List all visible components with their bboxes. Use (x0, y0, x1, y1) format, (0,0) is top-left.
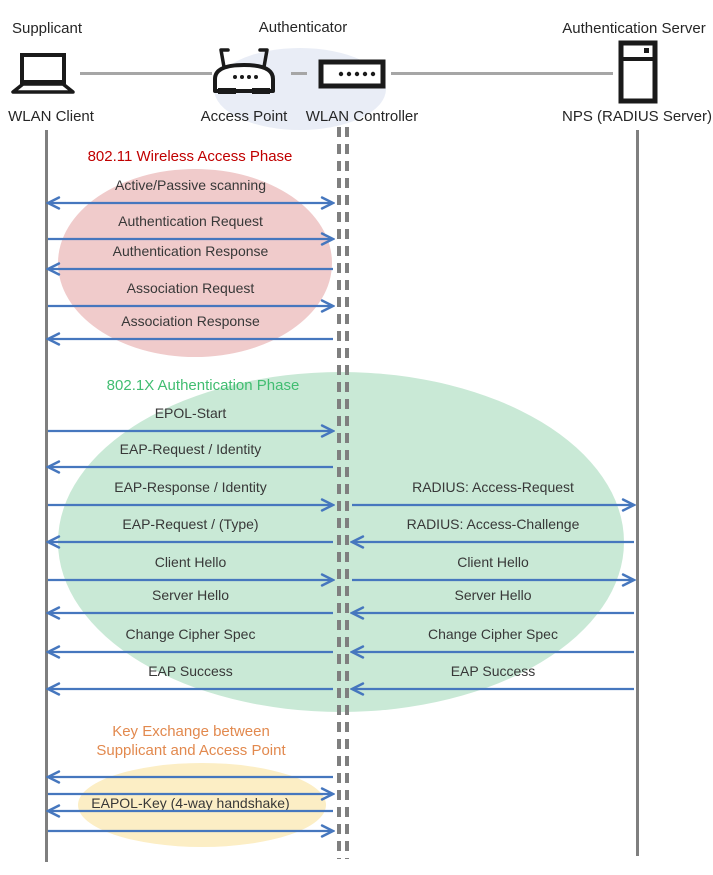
access-point-label: Access Point (200, 108, 288, 125)
message-label: EAP Success (148, 663, 233, 679)
message-eap-request-identity (46, 441, 335, 475)
auth-server-role-label: Authentication Server (562, 20, 706, 37)
message-eap-success (350, 663, 636, 697)
arrow-left (46, 331, 335, 347)
message-radius-access-request (350, 479, 636, 513)
arrow-both (46, 195, 335, 211)
supplicant-role-label: Supplicant (11, 20, 83, 37)
message-epol-start (46, 405, 335, 439)
arrow-right (46, 298, 335, 314)
arrow-right (350, 497, 636, 513)
authenticator-role-label: Authenticator (258, 19, 348, 36)
wlan-client-label: WLAN Client (8, 108, 94, 125)
message-label: EAP Success (450, 663, 536, 679)
message-eap-success (46, 663, 335, 697)
arrow-left (350, 644, 636, 660)
message-label: Active/Passive scanning (115, 177, 266, 193)
wlan-controller-label: WLAN Controller (305, 108, 419, 125)
arrow-left (46, 261, 335, 277)
nps-label: NPS (RADIUS Server) (561, 108, 713, 125)
message-label: Change Cipher Spec (125, 626, 256, 642)
phase3-title-line2: Supplicant and Access Point (96, 742, 286, 759)
message-label: EPOL-Start (154, 405, 227, 421)
message-label: Client Hello (154, 554, 227, 570)
message-label: Change Cipher Spec (428, 626, 558, 642)
message-eap-request-type (46, 516, 335, 550)
message-label: Authentication Response (112, 243, 269, 259)
arrow-left (46, 803, 335, 819)
arrow-right (350, 572, 636, 588)
arrow-right (46, 823, 335, 839)
message-label: Authentication Request (118, 213, 263, 229)
connector-client-ap (80, 72, 212, 75)
handshake-arrow (46, 769, 335, 785)
message-radius-access-challenge (350, 516, 636, 550)
message-server-hello (350, 587, 636, 621)
phase3-title (53, 722, 329, 760)
message-association-response (46, 313, 335, 347)
connector-controller-server (391, 72, 613, 75)
controller-lifeline-right (345, 127, 349, 859)
message-server-hello (46, 587, 335, 621)
arrow-right (46, 423, 335, 439)
message-change-cipher-spec (350, 626, 636, 660)
message-authentication-response (46, 243, 335, 277)
message-label: Server Hello (454, 587, 532, 603)
message-change-cipher-spec (46, 626, 335, 660)
message-client-hello (350, 554, 636, 588)
message-authentication-request (46, 213, 335, 247)
message-label: RADIUS: Access-Challenge (406, 516, 580, 532)
arrow-left (46, 769, 335, 785)
handshake-arrow (46, 803, 335, 819)
message-label: EAP-Request / (Type) (122, 516, 259, 532)
phase2-title: 802.1X Authentication Phase (106, 377, 300, 394)
eapol-key-label: EAPOL-Key (4-way handshake) (91, 795, 290, 811)
connector-ap-controller (291, 72, 307, 75)
arrow-left (350, 534, 636, 550)
message-eap-response-identity (46, 479, 335, 513)
arrow-left (46, 459, 335, 475)
arrow-left (46, 681, 335, 697)
message-association-request (46, 280, 335, 314)
message-label: RADIUS: Access-Request (412, 479, 574, 495)
access-point-icon (209, 46, 279, 94)
message-active-passive-scanning (46, 177, 335, 211)
arrow-left (350, 605, 636, 621)
arrow-left (350, 681, 636, 697)
wlan-controller-icon (318, 59, 386, 89)
arrow-right (46, 786, 335, 802)
message-label: EAP-Response / Identity (114, 479, 267, 495)
handshake-arrow (46, 786, 335, 802)
phase3-title-line1: Key Exchange between (112, 723, 270, 740)
arrow-left (46, 534, 335, 550)
message-label: EAP-Request / Identity (119, 441, 262, 457)
server-lifeline (636, 130, 639, 856)
arrow-left (46, 644, 335, 660)
phase1-title: 802.11 Wireless Access Phase (87, 148, 293, 165)
arrow-right (46, 497, 335, 513)
controller-lifeline-left (337, 127, 341, 859)
message-label: Association Request (126, 280, 255, 296)
message-label: Client Hello (457, 554, 529, 570)
message-client-hello (46, 554, 335, 588)
message-label: Server Hello (151, 587, 230, 603)
laptop-icon (10, 53, 76, 95)
server-icon (618, 40, 658, 104)
message-label: Association Response (121, 313, 260, 329)
handshake-arrow (46, 823, 335, 839)
arrow-left (46, 605, 335, 621)
arrow-right (46, 572, 335, 588)
